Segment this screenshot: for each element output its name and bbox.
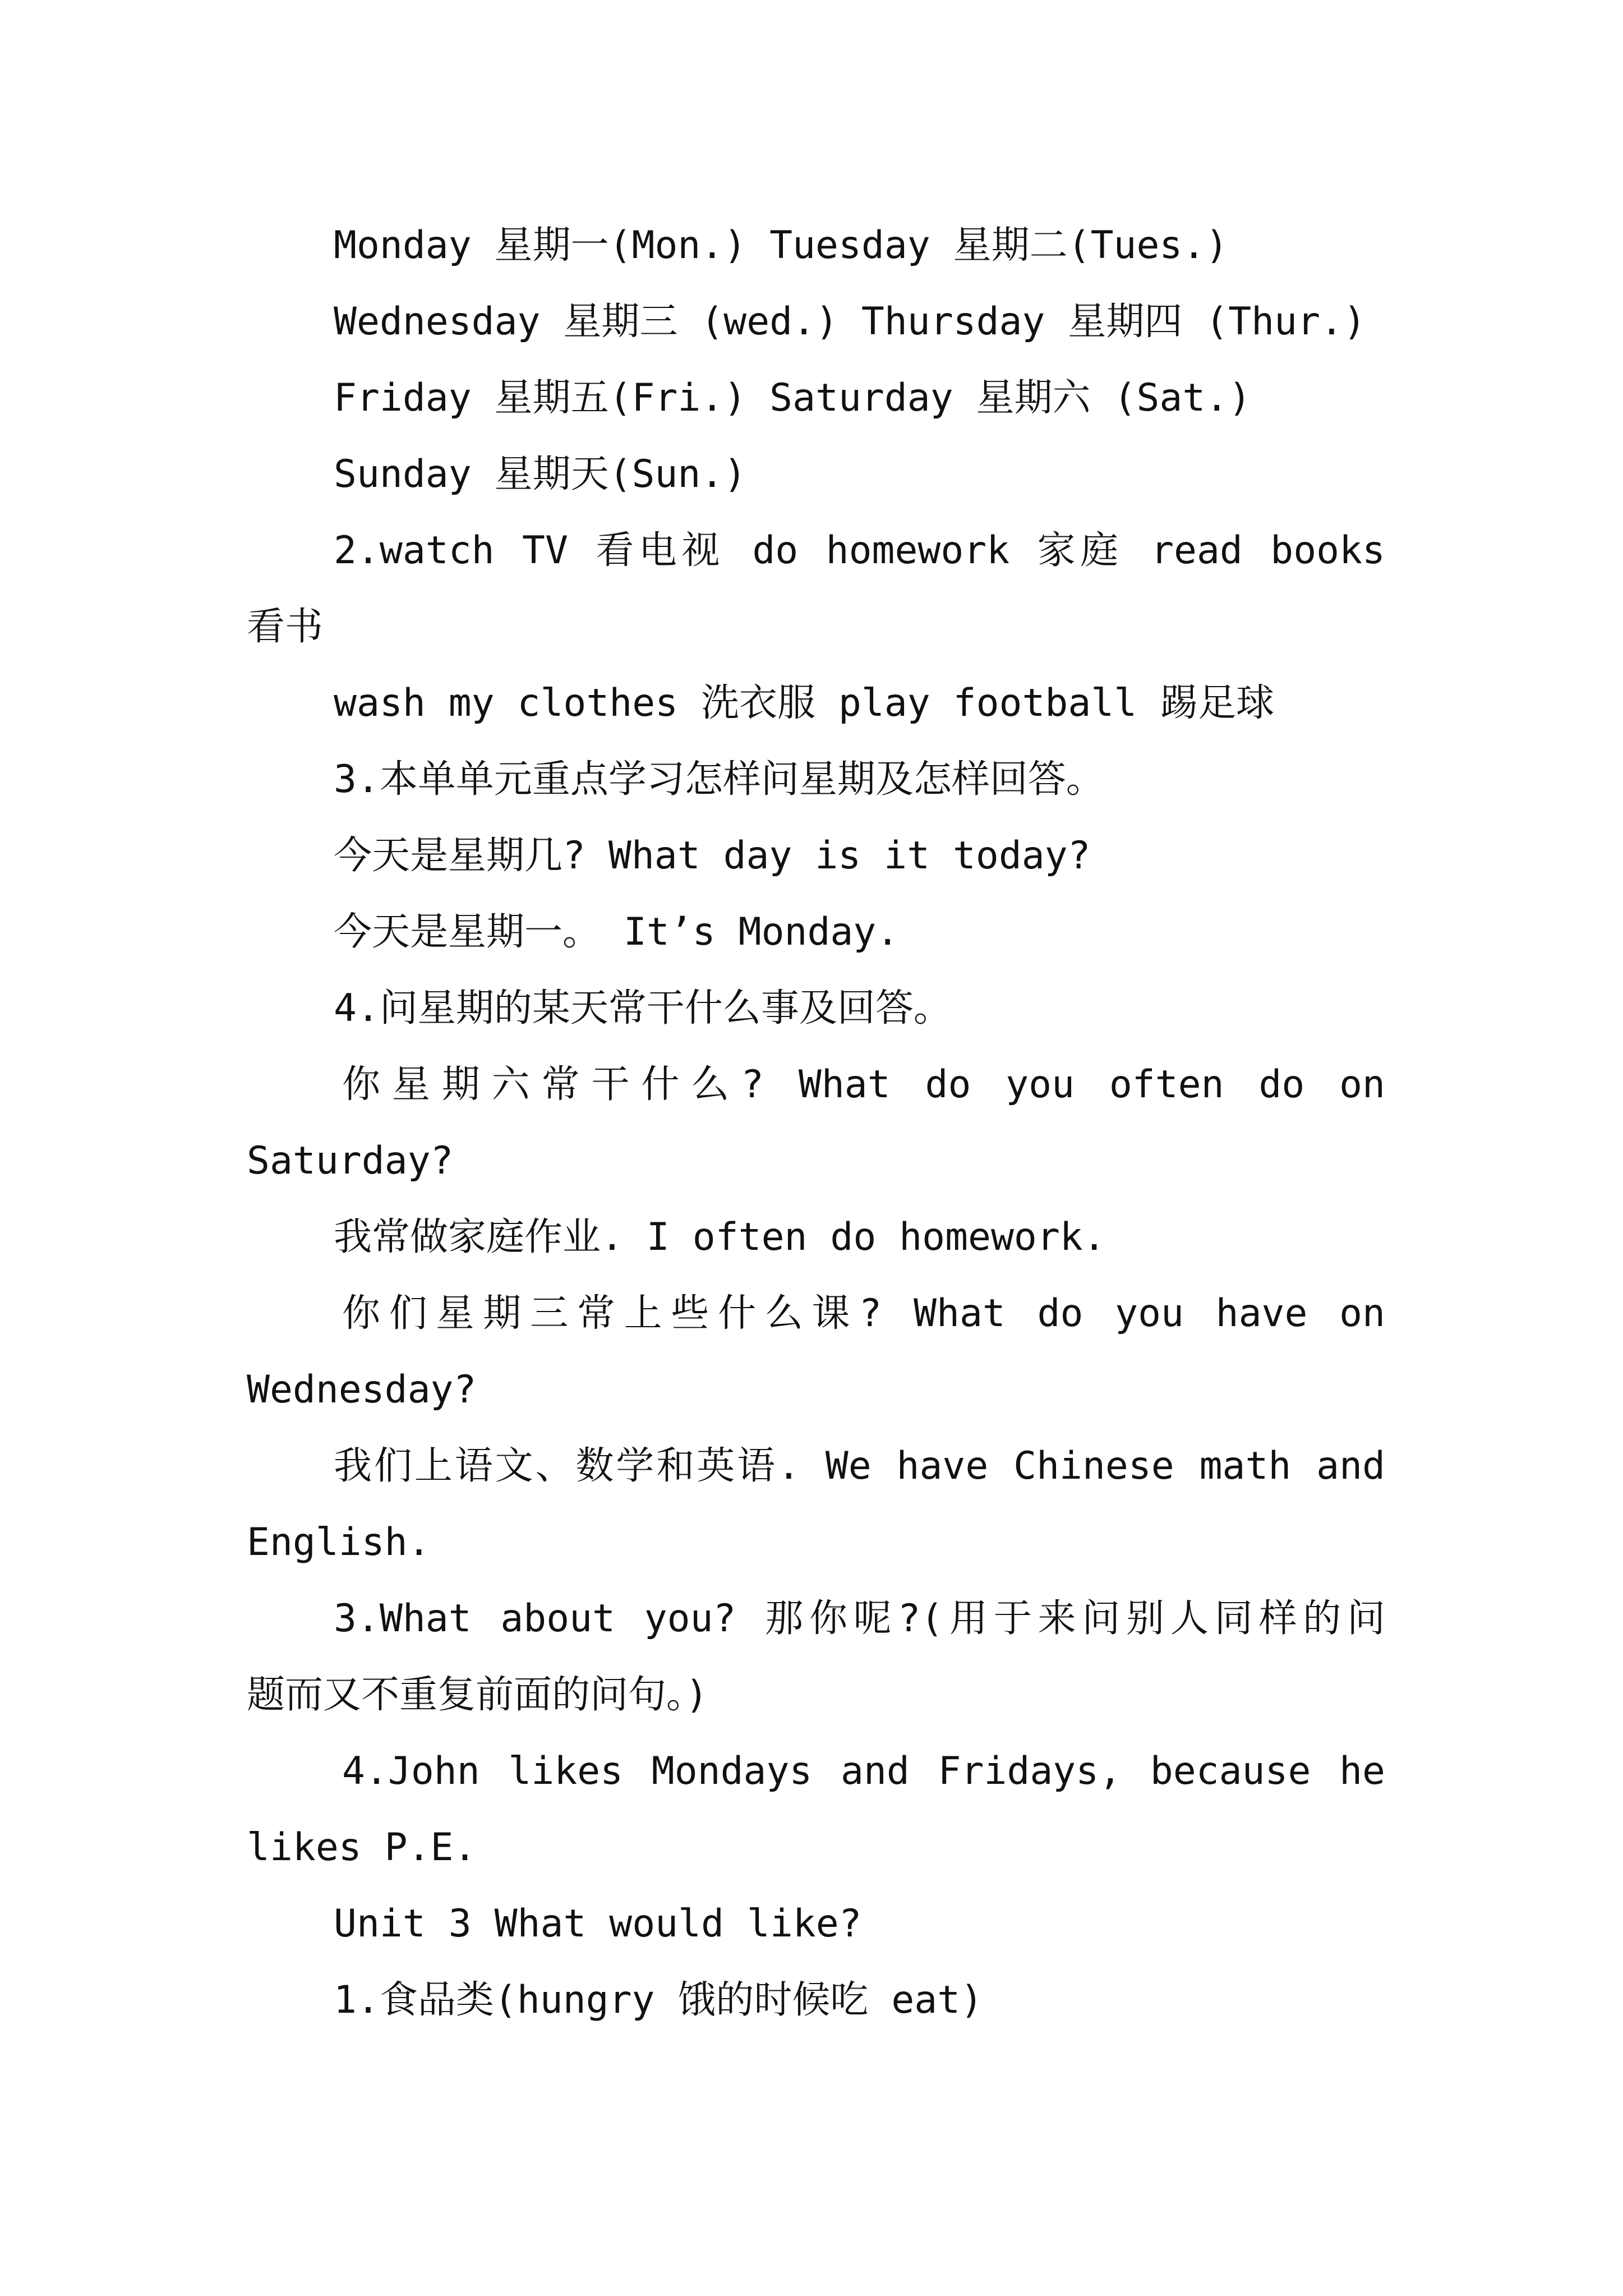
- text-line-weekdays-2: Wednesday 星期三 (wed.) Thursday 星期四 (Thur.): [334, 300, 1366, 344]
- text-line-what-about-you: 3.What about you? 那你呢?(用于来问别人同样的问: [334, 1596, 1385, 1641]
- text-line-question-day: 今天是星期几? What day is it today?: [334, 834, 1091, 878]
- text-line-what-about-you-cont: 题而又不重复前面的问句。): [247, 1673, 708, 1717]
- text-line-food-category: 1.食品类(hungry 饿的时候吃 eat): [334, 1978, 984, 2022]
- text-line-answer-day: 今天是星期一。 It’s Monday.: [334, 910, 900, 954]
- text-line-activities-3: wash my clothes 洗衣服 play football 踢足球: [334, 681, 1275, 725]
- text-line-weekdays-4: Sunday 星期天(Sun.): [334, 452, 747, 496]
- text-line-answer-homework: 我常做家庭作业. I often do homework.: [334, 1215, 1106, 1259]
- text-line-point-4: 4.问星期的某天常干什么事及回答。: [334, 986, 952, 1030]
- text-line-point-3: 3.本单单元重点学习怎样问星期及怎样回答。: [334, 757, 1104, 802]
- unit-heading: Unit 3 What would like?: [334, 1902, 862, 1946]
- text-line-answer-subjects-cont: English.: [247, 1520, 431, 1565]
- text-line-activities-2: 看书: [247, 605, 324, 649]
- text-line-weekdays-3: Friday 星期五(Fri.) Saturday 星期六 (Sat.): [334, 376, 1252, 420]
- text-line-question-wednesday: 你们星期三常上些什么课? What do you have on: [342, 1291, 1385, 1336]
- text-line-question-saturday-cont: Saturday?: [247, 1139, 454, 1183]
- text-line-activities-1: 2.watch TV 看电视 do homework 家庭 read books: [334, 528, 1385, 573]
- text-line-question-saturday: 你星期六常干什么? What do you often do on: [342, 1062, 1385, 1107]
- text-line-weekdays-1: Monday 星期一(Mon.) Tuesday 星期二(Tues.): [334, 223, 1229, 268]
- text-line-answer-subjects: 我们上语文、数学和英语. We have Chinese math and: [334, 1444, 1385, 1488]
- text-line-john-likes: 4.John likes Mondays and Fridays, because he: [342, 1749, 1385, 1793]
- text-line-john-likes-cont: likes P.E.: [247, 1825, 477, 1870]
- text-line-question-wednesday-cont: Wednesday?: [247, 1368, 477, 1412]
- document-body: [247, 208, 1385, 2039]
